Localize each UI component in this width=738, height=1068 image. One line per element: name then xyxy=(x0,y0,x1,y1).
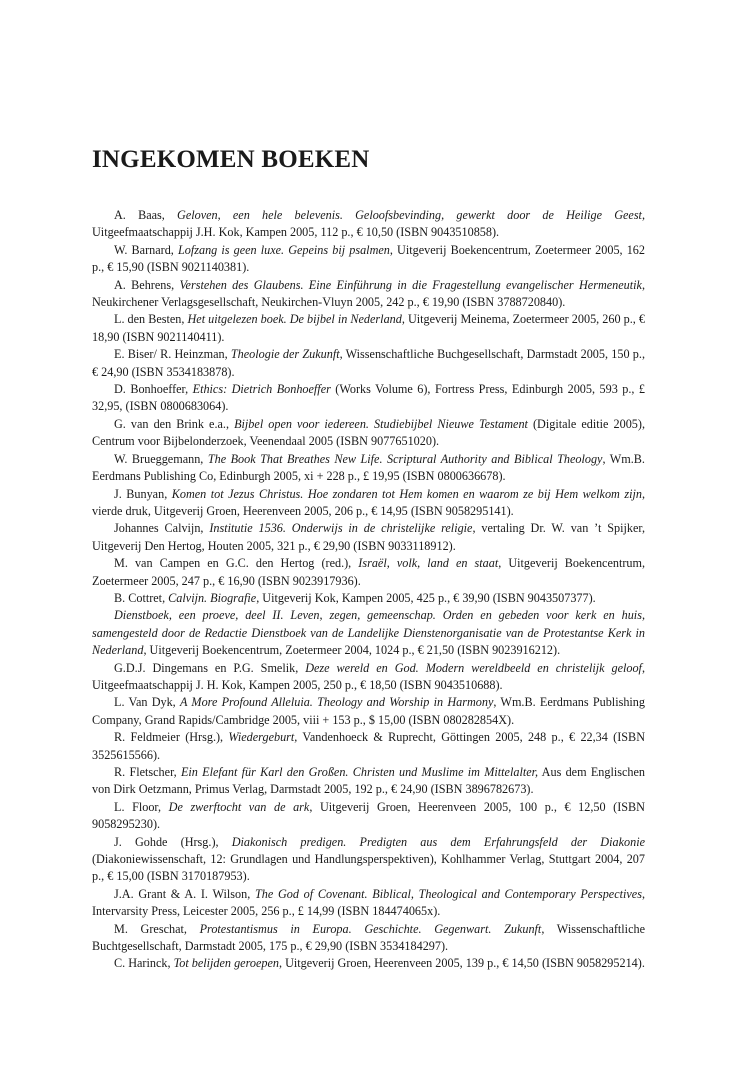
entry-details: , Uitgeverij Groen, Heerenveen 2005, 139 p., € 14,50 (ISBN 9058295214). xyxy=(278,956,645,971)
entry-title: Bijbel open voor iedereen. Studiebijbel Nieuwe Testament xyxy=(234,416,528,431)
entry-title: Lofzang is geen luxe. Gepeins bij psalmen xyxy=(177,242,390,257)
book-entry xyxy=(92,607,645,659)
entry-title: Institutie 1536. Onderwijs in de christelijke religie, xyxy=(209,521,476,536)
entry-details: vertaling Dr. W. van ’t Spijker, Uitgeverij Den Hertog, Houten 2005, 321 p., € 29,90 (ISBN 9033118912). xyxy=(92,521,645,553)
book-entry xyxy=(92,834,645,886)
book-entry xyxy=(92,486,645,521)
entry-details: , vierde druk, Uitgeverij Groen, Heerenveen 2005, 206 p., € 14,95 (ISBN 9058295141). xyxy=(92,486,646,518)
entry-title: Protestantismus in Europa. Geschichte. Gegenwart. Zukunft xyxy=(199,921,542,936)
entry-author: R. Feldmeier (Hrsg.), xyxy=(114,730,229,745)
entry-details: Uitgeefmaatschappij J.H. Kok, Kampen 2005, 112 p., € 10,50 (ISBN 9043510858). xyxy=(92,225,500,240)
entry-author: W. Brueggemann, xyxy=(114,451,208,466)
entry-details: , Uitgeverij Boekencentrum, Zoetermeer 2004, 1024 p., € 21,50 (ISBN 9023916212). xyxy=(143,643,561,658)
entry-details: (Digitale editie 2005), Centrum voor Bijbelonderzoek, Veenendaal 2005 (ISBN 9077651020). xyxy=(92,416,645,449)
entry-title: Calvijn. Biografie xyxy=(168,590,257,605)
entry-details: (Diakoniewissenschaft, 12: Grundlagen und Handlungsperspektiven), Kohlhammer Verlag, Stuttgart 2004, 207 p., € 15,00 (ISBN 3170187953). xyxy=(92,852,645,884)
entry-author: L. den Besten, xyxy=(114,312,188,327)
page xyxy=(92,0,645,1068)
book-entry xyxy=(92,520,645,555)
book-entry xyxy=(92,590,645,607)
entry-title: A More Profound Alleluia. Theology and Worship in Harmony xyxy=(179,695,494,710)
entry-title: Geloven, een hele belevenis. Geloofsbevinding, gewerkt door de Heilige Geest, xyxy=(177,208,645,222)
book-entry xyxy=(92,416,645,451)
book-entry xyxy=(92,346,645,381)
entry-title: Theologie der Zukunft xyxy=(230,347,340,362)
entry-author: E. Biser/ R. Heinzman, xyxy=(114,347,231,362)
entry-author: L. Van Dyk, xyxy=(114,695,180,710)
entry-author: J. Bunyan, xyxy=(114,486,172,501)
entry-author: W. Barnard, xyxy=(114,242,178,257)
book-entry xyxy=(92,451,645,486)
entry-author: J.A. Grant & A. I. Wilson, xyxy=(114,886,255,901)
entry-title: Verstehen des Glaubens. Eine Einführung in die Fragestellung evangelischer Hermeneutik xyxy=(179,277,642,292)
book-entry xyxy=(92,311,645,346)
entry-details: , Uitgeverij Boekencentrum, Zoetermeer 2005, 162 p., € 15,90 (ISBN 9021140381). xyxy=(92,242,645,275)
entry-author: A. Behrens, xyxy=(114,277,180,292)
entry-title: The Book That Breathes New Life. Scriptural Authority and Biblical Theology xyxy=(207,451,603,466)
entry-author: A. Baas, xyxy=(114,208,178,222)
book-entry xyxy=(92,277,645,312)
entry-author: Johannes Calvijn, xyxy=(114,521,210,536)
book-entry xyxy=(92,555,645,590)
entry-author: M. van Campen en G.C. den Hertog (red.), xyxy=(114,556,359,571)
book-entry xyxy=(92,381,645,416)
book-list xyxy=(92,207,645,973)
entry-author: D. Bonhoeffer, xyxy=(114,382,193,397)
entry-details: , Uitgeverij Kok, Kampen 2005, 425 p., € 39,90 (ISBN 9043507377). xyxy=(256,590,596,605)
page-title: INGEKOMEN BOEKEN xyxy=(92,146,370,173)
book-entry xyxy=(92,764,645,799)
entry-title: Dienstboek, een proeve, deel II. Leven, zegen, gemeenschap. Orden en gebeden voor kerk en huis, samengesteld door de Redactie Dienstboek van de Landelijke Dienstenorganisatie van de Protestantse Kerk in Nederland xyxy=(92,608,645,658)
entry-author: L. Floor, xyxy=(114,799,169,814)
entry-details: , Wissenschaftliche Buchtgesellschaft, Darmstadt 2005, 175 p., € 29,90 (ISBN 3534184297). xyxy=(92,921,645,954)
entry-title: Het uitgelezen boek. De bijbel in Nederland xyxy=(187,312,402,327)
book-entry xyxy=(92,886,645,921)
book-entry xyxy=(92,921,645,956)
book-entry xyxy=(92,660,645,695)
entry-author: G.D.J. Dingemans en P.G. Smelik, xyxy=(114,660,306,675)
book-entry xyxy=(92,242,645,277)
book-entry xyxy=(92,729,645,764)
entry-details: , Neukirchener Verlagsgesellschaft, Neukirchen-Vluyn 2005, 242 p., € 19,90 (ISBN 3788720840). xyxy=(92,277,645,310)
entry-title: De zwerftocht van de ark xyxy=(168,799,310,814)
entry-title: Diakonisch predigen. Predigten aus dem Erfahrungsfeld der Diakonie xyxy=(231,834,645,849)
entry-details: Aus dem Englischen von Dirk Oetzmann, Primus Verlag, Darmstadt 2005, 192 p., € 24,90 (ISBN 3896782673). xyxy=(92,765,645,797)
book-entry xyxy=(92,955,645,972)
entry-author: M. Greschat, xyxy=(114,921,200,936)
book-entry xyxy=(92,207,645,242)
entry-title: Wiedergeburt, xyxy=(228,730,298,745)
entry-author: B. Cottret, xyxy=(114,590,169,605)
entry-details: Vandenhoeck & Ruprecht, Göttingen 2005, 248 p., € 22,34 (ISBN 3525615566). xyxy=(92,730,645,762)
entry-details: , Uitgeverij Boekencentrum, Zoetermeer 2005, 247 p., € 16,90 (ISBN 9023917936). xyxy=(92,556,646,588)
entry-title: Komen tot Jezus Christus. Hoe zondaren tot Hem komen en waarom ze bij Hem welkom zijn xyxy=(171,486,642,501)
entry-details: , Wm.B. Eerdmans Publishing Co, Edinburgh 2005, xi + 228 p., £ 19,95 (ISBN 0800636678). xyxy=(92,451,645,484)
entry-details: (Works Volume 6), Fortress Press, Edinburgh 2005, 593 p., £ 32,95, (ISBN 0800683064). xyxy=(92,382,645,414)
entry-details: , Uitgeefmaatschappij J. H. Kok, Kampen 2005, 250 p., € 18,50 (ISBN 9043510688). xyxy=(92,660,645,692)
entry-author: J. Gohde (Hrsg.), xyxy=(114,834,232,849)
entry-title: Ethics: Dietrich Bonhoeffer xyxy=(192,382,331,397)
entry-author: R. Fletscher, xyxy=(114,765,181,779)
entry-title: Ein Elefant für Karl den Großen. Christen und Muslime im Mittelalter, xyxy=(180,765,539,779)
entry-details: , Uitgeverij Meinema, Zoetermeer 2005, 260 p., € 18,90 (ISBN 9021140411). xyxy=(92,312,645,344)
entry-details: , Intervarsity Press, Leicester 2005, 256 p., £ 14,99 (ISBN 184474065x). xyxy=(92,886,645,919)
entry-title: Israël, volk, land en staat xyxy=(358,556,499,571)
entry-author: G. van den Brink e.a., xyxy=(114,416,235,431)
entry-author: C. Harinck, xyxy=(114,956,174,971)
entry-title: The God of Covenant. Biblical, Theological and Contemporary Perspectives xyxy=(254,886,642,901)
entry-title: Deze wereld en God. Modern wereldbeeld en christelijk geloof xyxy=(305,660,642,675)
entry-details: , Wissenschaftliche Buchgesellschaft, Darmstadt 2005, 150 p., € 24,90 (ISBN 3534183878). xyxy=(92,347,645,379)
book-entry xyxy=(92,799,645,834)
entry-title: Tot belijden geroepen xyxy=(173,956,279,971)
entry-details: , Wm.B. Eerdmans Publishing Company, Grand Rapids/Cambridge 2005, viii + 153 p., $ 15,00 (ISBN 080282854X). xyxy=(92,695,645,727)
book-entry xyxy=(92,694,645,729)
entry-details: , Uitgeverij Groen, Heerenveen 2005, 100 p., € 12,50 (ISBN 9058295230). xyxy=(92,799,645,832)
